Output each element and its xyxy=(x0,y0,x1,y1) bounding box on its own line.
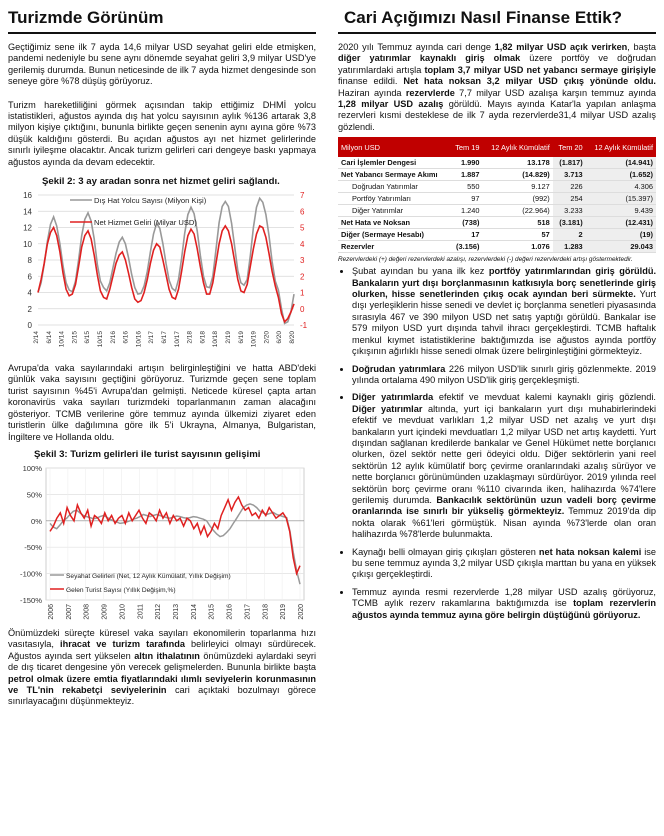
table-row xyxy=(338,205,656,217)
figure-title: Şekil 2: 3 ay aradan sonra net hizmet geliri sağlandı. xyxy=(42,176,280,188)
x-tick-label: 6/19 xyxy=(237,331,245,344)
x-tick-label: 2014 xyxy=(190,603,198,620)
x-tick-label: 10/17 xyxy=(173,331,181,348)
table-header-cell: Milyon USD xyxy=(338,137,450,157)
table-cell: Net Yabancı Sermaye Akımı xyxy=(338,169,450,181)
x-tick-label: 6/18 xyxy=(199,331,207,344)
y-right-tick-label: 5 xyxy=(300,223,305,233)
x-tick-label: 8/20 xyxy=(289,331,296,344)
table-cell: 254 xyxy=(553,193,586,205)
y-right-tick-label: 7 xyxy=(300,191,305,201)
y-tick-label: -150% xyxy=(20,595,42,605)
table-cell: Rezervler xyxy=(338,241,450,253)
paragraph: Turizm hareketliliğini görmek açısından takip ettiğimiz DHMİ yolcu istatistikleri, ağustos ayında dış hat yolcu sayısının aylık %136 artarak 3,8 milyon kişiye çıktığını, bununla birlikte geçen senenin aynı ayına göre %73 düşük kaldığını gösterdi. Bu açıdan ağustos ayı net hizmet gelirlerinde sınırlı iyileşme olacaktır. Ancak turizm gelirleri cari dengeye baskı yapmaya ağustos ayında da devam edecektir. xyxy=(8,99,316,167)
paragraph: 2020 yılı Temmuz ayında cari denge 1,82 milyar USD açık verirken, başta diğer yatırımlar kaynaklı giriş olmak üzere portföy ve doğrudan yatırımlardaki artışla toplam 3,7 milyar USD net yabancı sermaye girişiyle finanse edildi. Net hata noksan 3,2 milyar USD çıkış yönünde oldu. Haziran ayında rezervlerde 7,7 milyar USD azalışa karşın temmuz ayında 1,28 milyar USD azalış görüldü. Mayıs ayında Katar'la yapılan anlaşma rezervleri kısmi desteklese de ilk 7 ayda rezervlerde31,4 milyar USD azalış gözlendi. xyxy=(338,42,657,132)
x-tick-label: 10/19 xyxy=(250,331,258,348)
table-row xyxy=(338,181,656,193)
table-cell: 518 xyxy=(482,217,552,229)
list-item: • Kaynağı belli olmayan giriş çıkışları gösteren net hata noksan kalemi ise bu sene temmuz ayında 3,2 milyar USD çıkışla marttan bu yana en yüksek çıkışı gerçekleştirdi. xyxy=(352,547,656,581)
table-header-cell: Tem 19 xyxy=(450,137,483,157)
x-tick-label: 2019 xyxy=(280,603,288,620)
x-tick-label: 6/20 xyxy=(276,331,284,344)
y-right-tick-label: 6 xyxy=(300,207,305,217)
x-tick-label: 2020 xyxy=(298,603,305,620)
y-tick-label: -50% xyxy=(24,543,42,553)
y-left-tick-label: 14 xyxy=(23,207,32,217)
legend-label: Net Hizmet Geliri (Milyar USD) xyxy=(94,218,197,228)
table-cell: (15.397) xyxy=(586,193,656,205)
x-tick-label: 2/18 xyxy=(186,331,194,344)
y-right-tick-label: 1 xyxy=(300,288,305,298)
x-tick-label: 2/20 xyxy=(263,331,271,344)
paragraph: Geçtiğimiz sene ilk 7 ayda 14,6 milyar USD seyahat geliri elde etmişken, pandemi nedeniyle bu sene aynı dönemde seyahat geliri 3,9 milyar USD'ye gerilemiş durumda. Bunun neticesinde de ilk 7 ayda hizmet dengesinde son seneye göre %78 düşüş görüyoruz. xyxy=(8,42,316,87)
list-item: • Şubat ayından bu yana ilk kez portföy yatırımlarından giriş görüldü. Bankaların yurt dışı borçlanmasının katkısıyla borç senetlerinde giriş olurken, hisse senetlerinden çıkış ocak ayından beri sürmekte. Yurt dışı yerleşiklerin hisse senedi ve devlet iç borçlanma senetleri piyasasında sırasıyla 467 ve 390 milyon USD net satış yaptığı görüldü. Bankalar ise 579 milyon USD yurt dışında tahvil ihracı gerçekleştirdi. TCMB haftalık menkul kıymet istatistiklerine baktığımızda ise ağustos ayında portföy çıkışının ağırlıklı hisse senedi olmak üzere belirginleştiğini görmekteyiz. xyxy=(352,266,656,357)
table-cell: 1.076 xyxy=(482,241,552,253)
x-tick-label: 10/18 xyxy=(212,331,220,348)
table-cell: 4.306 xyxy=(586,181,656,193)
x-tick-label: 2015 xyxy=(208,603,216,620)
x-tick-label: 2012 xyxy=(155,603,163,620)
table-row xyxy=(338,241,656,253)
table-cell: (1.652) xyxy=(586,169,656,181)
table-cell: 2 xyxy=(553,229,586,241)
x-tick-label: 2006 xyxy=(48,603,55,620)
table-cell: (14.829) xyxy=(482,169,552,181)
x-tick-label: 2/17 xyxy=(148,331,156,344)
table-cell: (14.941) xyxy=(586,157,656,169)
left-column xyxy=(8,0,316,708)
table-row xyxy=(338,169,656,181)
x-tick-label: 2016 xyxy=(226,603,234,620)
table-cell: (738) xyxy=(450,217,483,229)
legend-label: Dış Hat Yolcu Sayısı (Milyon Kişi) xyxy=(94,196,207,206)
x-tick-label: 2013 xyxy=(173,603,180,620)
y-tick-label: 0% xyxy=(31,516,42,526)
y-right-tick-label: 2 xyxy=(300,272,305,282)
x-tick-label: 2011 xyxy=(137,603,145,619)
list-item: • Temmuz ayında resmi rezervlerde 1,28 milyar USD azalış görüyoruz, TCMB aylık rezerv rakamlarına baktığımızda ise toplam rezervlerin ağustos ayında temmuz ayına göre belirgin düştüğünü görüyoruz. xyxy=(352,587,656,621)
x-tick-label: 2008 xyxy=(83,603,91,620)
table-cell: Portföy Yatırımları xyxy=(338,193,450,205)
x-tick-label: 2/14 xyxy=(33,331,40,344)
y-tick-label: -100% xyxy=(20,569,42,579)
paragraph: Önümüzdeki süreçte küresel vaka sayıları ekonomilerin toparlanma hızı vasıtasıyla, ihracat ve turizm tarafında belirleyici olmayı sürdürecek. Ağustos ayında sert yükselen altın ithalatının önümüzdeki aylardaki seyri de dış ticaret dengesine yön verecek gelişmelerden. Bununla birlikte başta petrol olmak üzere emtia fiyatlarındaki ılımlı seviyelerin korunmasının ve TL'nin rekabetçi seviyelerinin cari açıktaki bozulmayı görece sınırlayacağını düşünmekteyiz. xyxy=(8,627,316,707)
paragraph: Avrupa'da vaka sayılarındaki artışın belirginleştiğini ve hatta ABD'deki günlük vaka sayısını geçtiğini görüyoruz. Turizmde geçen sene toplam turist sayısının %45'i Avrupa'dan gelmişti. Neticede küresel çapta artan koronavirüs vaka sayıları turizmdeki toparlanmanın zaman alacağını gösteriyor. TCMB verilerine göre temmuz ayında ülkemizi ziyaret eden turistlerin ülke dağılımına göre ilk 5'i Ukrayna, Almanya, Bulgaristan, İngiltere ve Hollanda oldu. xyxy=(8,363,316,442)
y-left-tick-label: 10 xyxy=(23,239,32,249)
table-cell: (992) xyxy=(482,193,552,205)
table-cell: 17 xyxy=(450,229,483,241)
y-left-tick-label: 2 xyxy=(27,304,32,314)
x-tick-label: 6/17 xyxy=(161,331,168,344)
x-tick-label: 2/16 xyxy=(109,331,117,344)
table-cell: Cari İşlemler Dengesi xyxy=(338,157,450,169)
y-left-tick-label: 6 xyxy=(27,272,32,282)
bullet-list xyxy=(338,266,656,621)
x-tick-label: 2009 xyxy=(101,603,109,620)
table-cell: 1.240 xyxy=(450,205,483,217)
table-cell: Net Hata ve Noksan xyxy=(338,217,450,229)
table-cell: (3.181) xyxy=(553,217,586,229)
table-cell: (1.817) xyxy=(553,157,586,169)
table-cell: (3.156) xyxy=(450,241,483,253)
table-cell: 9.439 xyxy=(586,205,656,217)
table-cell: Diğer (Sermaye Hesabı) xyxy=(338,229,450,241)
table-header-cell: 12 Aylık Kümülatif xyxy=(482,137,552,157)
x-tick-label: 2/15 xyxy=(71,331,79,344)
x-tick-label: 10/14 xyxy=(58,331,66,348)
table-cell: (12.431) xyxy=(586,217,656,229)
y-right-tick-label: 4 xyxy=(300,239,305,249)
y-tick-label: 100% xyxy=(22,463,42,473)
table-cell: 29.043 xyxy=(586,241,656,253)
y-right-tick-label: 3 xyxy=(300,256,305,266)
table-header-cell: Tem 20 xyxy=(553,137,586,157)
x-tick-label: 6/15 xyxy=(84,331,92,344)
x-tick-label: 10/15 xyxy=(97,331,104,348)
table-cell: 97 xyxy=(450,193,483,205)
section-title-current-account: Cari Açığımızı Nasıl Finanse Ettik? xyxy=(338,0,656,34)
table-cell: 550 xyxy=(450,181,483,193)
x-tick-label: 2018 xyxy=(262,603,270,620)
table-cell: 57 xyxy=(482,229,552,241)
table-cell: (19) xyxy=(586,229,656,241)
table-cell: 3.233 xyxy=(553,205,586,217)
x-tick-label: 10/16 xyxy=(135,331,143,348)
x-tick-label: 2010 xyxy=(119,603,127,620)
table-cell: 1.887 xyxy=(450,169,483,181)
table-cell: Doğrudan Yatırımlar xyxy=(338,181,450,193)
table-cell: Diğer Yatırımlar xyxy=(338,205,450,217)
table-cell: 1.990 xyxy=(450,157,483,169)
y-left-tick-label: 12 xyxy=(23,223,32,233)
table-row xyxy=(338,217,656,229)
right-column xyxy=(338,0,656,627)
table-cell: 226 xyxy=(553,181,586,193)
list-item: • Doğrudan yatırımlara 226 milyon USD'lik sınırlı giriş gözlenmekte. 2019 yılında ortalama 490 milyon USD'lik giriş gerçekleşmişti. xyxy=(352,364,656,387)
y-left-tick-label: 16 xyxy=(23,191,32,201)
table-note: Rezervlerdeki (+) değeri rezervlerdeki azalışı, rezervlerdeki (-) değeri rezervlerdeki artışı göstermektedir. xyxy=(338,256,633,264)
x-tick-label: 6/14 xyxy=(45,331,53,344)
table-header-cell: 12 Aylık Kümülatif xyxy=(586,137,656,157)
chart-tourism-revenue xyxy=(8,462,308,622)
table-cell: (22.964) xyxy=(482,205,552,217)
balance-of-payments-table xyxy=(338,137,656,253)
table-cell: 9.127 xyxy=(482,181,552,193)
table-row xyxy=(338,193,656,205)
x-tick-label: 2017 xyxy=(244,603,252,620)
y-right-tick-label: -1 xyxy=(300,321,308,331)
section-title-tourism: Turizmde Görünüm xyxy=(8,0,316,34)
table-row xyxy=(338,157,656,169)
legend-label: Seyahat Gelirleri (Net, 12 Aylık Kümülatif, Yıllık Değişim) xyxy=(66,572,231,580)
figure-title: Şekil 3: Turizm gelirleri ile turist sayısının gelişimi xyxy=(34,448,261,460)
y-right-tick-label: 0 xyxy=(300,304,305,314)
y-left-tick-label: 0 xyxy=(27,321,32,331)
x-tick-label: 6/16 xyxy=(122,331,130,344)
chart-net-service-income xyxy=(8,189,316,357)
x-tick-label: 2/19 xyxy=(225,331,232,344)
table-cell: 3.713 xyxy=(553,169,586,181)
y-left-tick-label: 8 xyxy=(27,256,32,266)
list-item: • Diğer yatırımlarda efektif ve mevduat kalemi kaynaklı giriş gözlendi. Diğer yatırımlar altında, yurt içi bankaların yurt dışı muhabirlerindeki efektif ve mevduat varlıkları 1,2 milyar USD net azalış ve yurt dışı bankaların yurt içindeki mevduatları 1,2 milyar USD net artış kaydetti. Yurt dışından sağlanan kredilerde bankalar ve Genel Hükümet nette borçlanıcı olurken, özel sektör nette geri ödeyici oldu. Diğer sektörlerin yani reel sektörün 12 aylık kümülatif borç çevirme oranlarındaki azalış sürüyor ve nette borçlanıcı görünümünden uzaklaşmayı sürdürüyor. 2019 yılında reel sektörün borç çevirme oranı %110 civarında iken, halihazırda %74'lere gerilemiş durumda. Bankacılık sektörünün uzun vadeli borç çevirme oranlarında ise sınırlı bir yükseliş görmekteyiz. Temmuz 2019'da dip nokta olarak %61'leri görmüştük. Nisan ayında %73'lerde olan oran halihazırda %78'lerde bulunmakta. xyxy=(352,392,656,540)
x-tick-label: 2007 xyxy=(65,603,73,620)
y-left-tick-label: 4 xyxy=(27,288,32,298)
table-cell: 1.283 xyxy=(553,241,586,253)
y-tick-label: 50% xyxy=(26,490,42,500)
table-header-row xyxy=(338,137,656,157)
table-row xyxy=(338,229,656,241)
table-cell: 13.178 xyxy=(482,157,552,169)
legend-label: Gelen Turist Sayısı (Yıllık Değişim,%) xyxy=(66,586,176,594)
